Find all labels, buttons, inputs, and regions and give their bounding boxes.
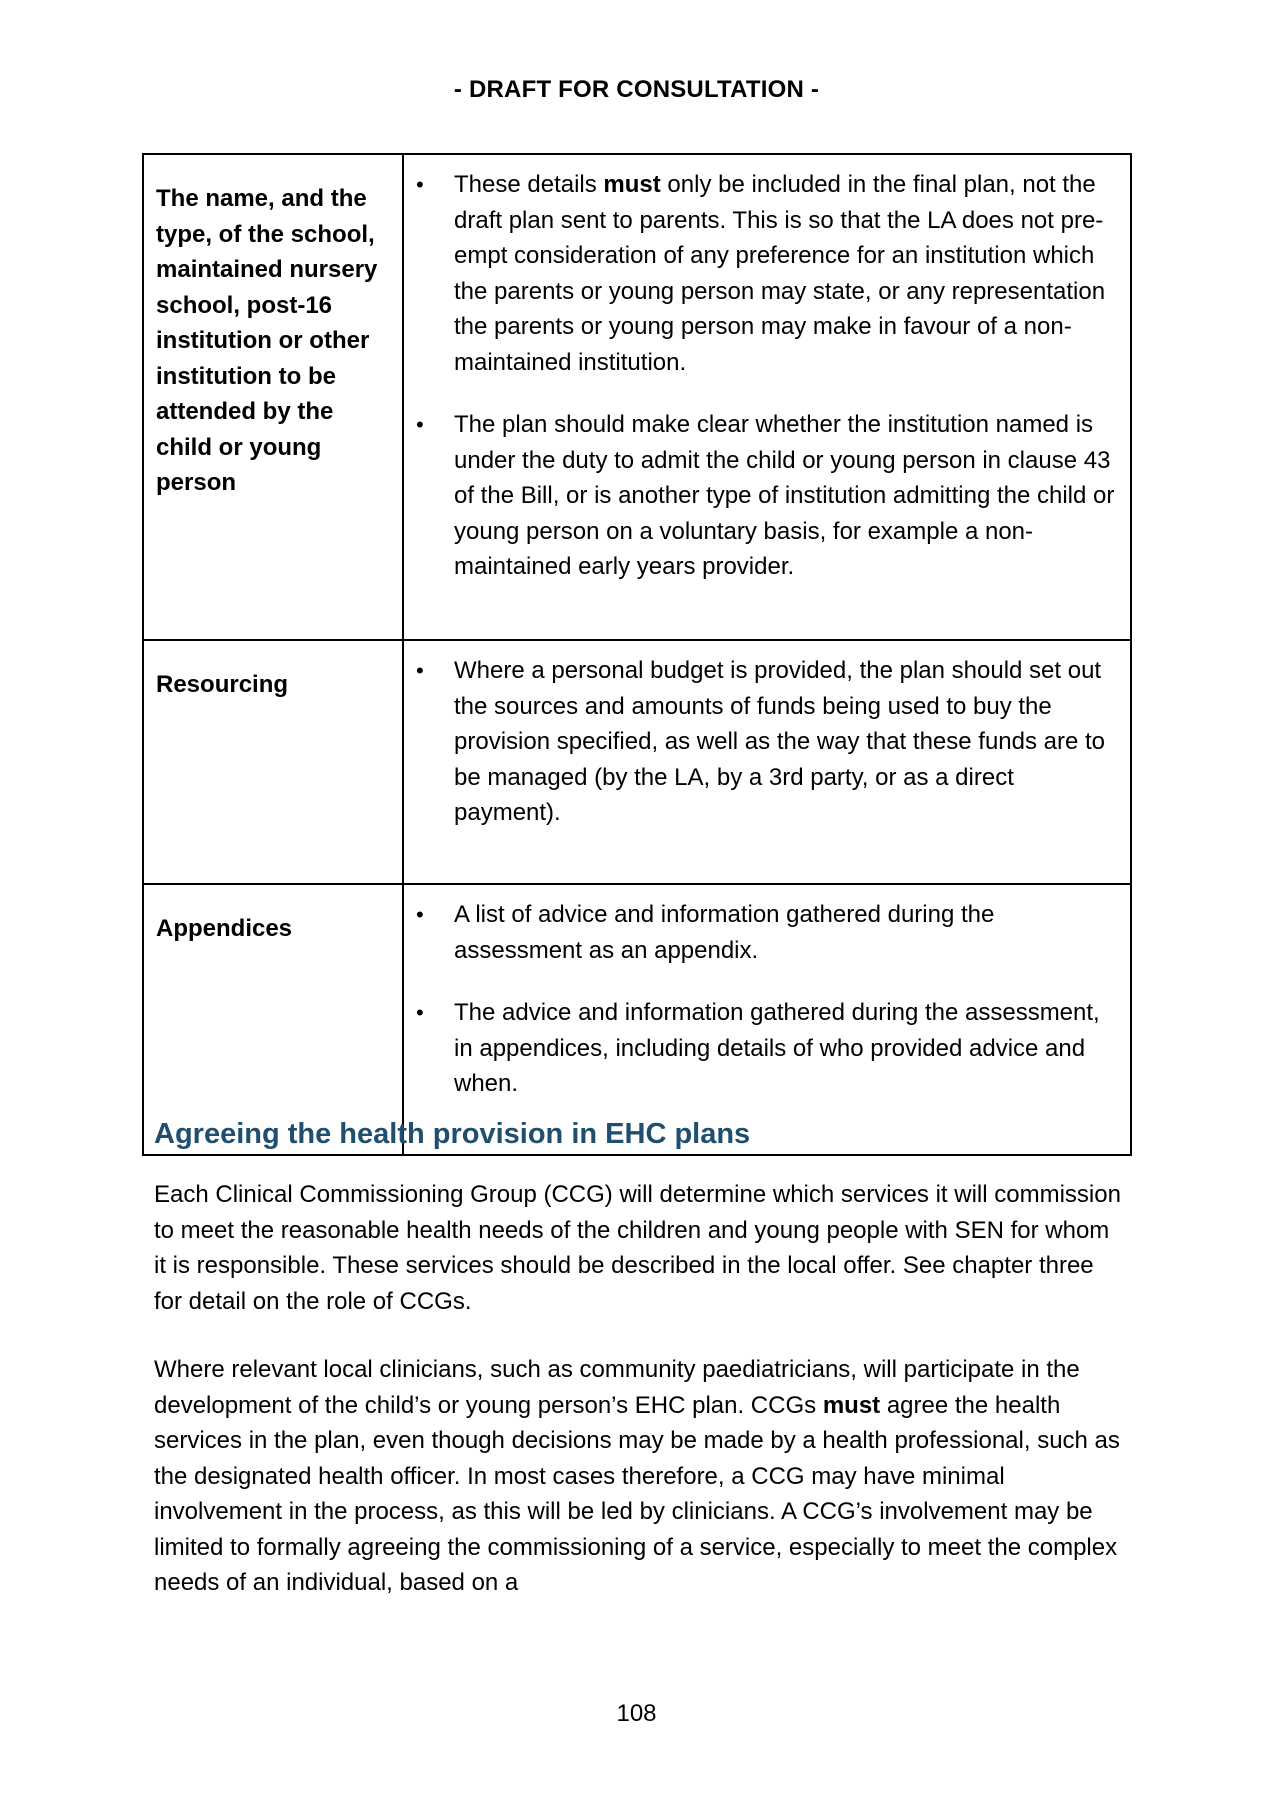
row-content (403, 884, 1131, 1155)
emphasis: must (822, 1391, 881, 1419)
bullet-list (404, 653, 1116, 831)
page-number: 108 (616, 1700, 657, 1727)
section-heading: Agreeing the health provision in EHC plans (154, 1118, 751, 1150)
list-item: • The advice and information gathered during the assessment, in appendices, including details of who provided advice and when. (404, 995, 1116, 1102)
row-content (403, 640, 1131, 884)
bullet-icon: • (416, 412, 424, 437)
bullet-icon: • (416, 172, 424, 197)
table-row (143, 884, 1131, 1155)
bullet-icon: • (416, 658, 424, 683)
row-label: The name, and the type, of the school, maintained nursery school, post-16 institution or other institution to be attended by the child or young person (143, 154, 403, 640)
ehc-plan-contents-table (142, 153, 1132, 1156)
bullet-list (404, 167, 1116, 585)
body-paragraph: Where relevant local clinicians, such as community paediatricians, will participate in the development of the child’s or young person’s EHC plan. CCGs must agree the health services in the plan, even though decisions may be made by a health professional, such as the designated health officer. In most cases therefore, a CCG may have minimal involvement in the process, as this will be led by clinicians. A CCG’s involvement may be limited to formally agreeing the commissioning of a service, especially to meet the complex needs of an individual, based on a (154, 1356, 1120, 1596)
bullet-list (404, 897, 1116, 1102)
list-item: • A list of advice and information gathered during the assessment as an appendix. (404, 897, 1116, 968)
table-row (143, 154, 1131, 640)
bullet-icon: • (416, 1000, 424, 1025)
draft-header: - DRAFT FOR CONSULTATION - (453, 76, 820, 103)
row-content (403, 154, 1131, 640)
row-label: Appendices (143, 884, 403, 1155)
list-item: • Where a personal budget is provided, the plan should set out the sources and amounts of funds being used to buy the provision specified, as well as the way that these funds are to be managed (by the LA, by a 3rd party, or as a direct payment). (404, 653, 1116, 831)
row-label: Resourcing (143, 640, 403, 884)
list-item: • These details must only be included in the final plan, not the draft plan sent to parents. This is so that the LA does not pre-empt consideration of any preference for an institution which the parents or young person may state, or any representation the parents or young person may make in favour of a non-maintained institution. (404, 167, 1116, 380)
body-paragraph: Each Clinical Commissioning Group (CCG) will determine which services it will commission to meet the reasonable health needs of the children and young people with SEN for whom it is responsible. These services should be described in the local offer. See chapter three for detail on the role of CCGs. (154, 1181, 1121, 1315)
list-item: • The plan should make clear whether the institution named is under the duty to admit the child or young person in clause 43 of the Bill, or is another type of institution admitting the child or young person on a voluntary basis, for example a non-maintained early years provider. (404, 407, 1116, 585)
table-row (143, 640, 1131, 884)
emphasis: must (603, 171, 661, 198)
bullet-icon: • (416, 902, 424, 927)
